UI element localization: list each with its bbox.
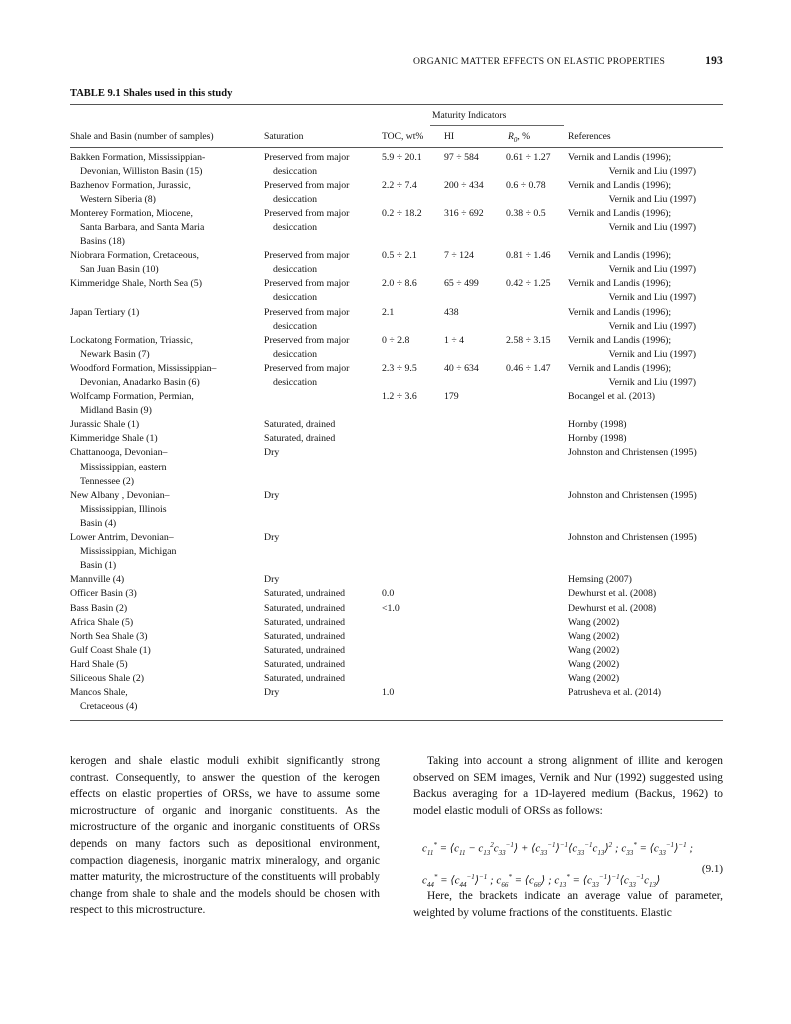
cell-saturation-line: desiccation [273, 221, 318, 233]
cell-shale [68, 644, 262, 658]
cell-ro [504, 686, 566, 714]
cell-toc: 2.2 ÷ 7.4 [382, 179, 417, 191]
cell-references [566, 644, 725, 658]
cell-saturation-line: desiccation [273, 193, 318, 205]
cell-ro [504, 616, 566, 630]
cell-ro: 2.58 ÷ 3.15 [506, 334, 551, 346]
cell-saturation [262, 658, 380, 672]
cell-toc [380, 446, 442, 488]
cell-shale-line: Jurassic Shale (1) [70, 419, 140, 431]
table-row [68, 207, 725, 249]
cell-hi [442, 644, 504, 658]
cell-toc: 5.9 ÷ 20.1 [382, 151, 422, 163]
cell-references [566, 587, 725, 601]
cell-saturation-line: desiccation [273, 320, 318, 332]
cell-references-line: Vernik and Liu (1997) [608, 165, 696, 177]
cell-shale [68, 602, 262, 616]
cell-shale [68, 531, 262, 573]
cell-shale-line: Japan Tertiary (1) [70, 306, 140, 318]
table-row [68, 179, 725, 207]
cell-toc: <1.0 [382, 602, 400, 614]
cell-references [566, 446, 725, 488]
cell-references-line: Dewhurst et al. (2008) [568, 588, 657, 600]
cell-shale-line: Kimmeridge Shale, North Sea (5) [70, 278, 202, 290]
cell-saturation [262, 306, 380, 334]
cell-saturation [262, 390, 380, 418]
cell-references-line: Vernik and Landis (1996); [568, 207, 672, 219]
table-row [68, 672, 725, 686]
equation-line-1: $c_{11}^*$ = $⟨c_{11}$ − $c_{13}^2c_{33}^{-1}⟩$ + $⟨c_{33}^{-1}⟩^{-1}⟨c_{33}^{-1}c_{13}⟩^2$ ; $c_{33}^*$ = $⟨c_{33}^{-1}⟩^{-1}$ ; [422, 841, 694, 857]
cell-references-line: Vernik and Liu (1997) [608, 221, 696, 233]
cell-shale [68, 418, 262, 432]
table-row [68, 630, 725, 644]
cell-shale [68, 630, 262, 644]
cell-saturation-line: desiccation [273, 165, 318, 177]
cell-ro: 0.6 ÷ 0.78 [506, 179, 546, 191]
cell-hi [442, 658, 504, 672]
cell-saturation-line: Saturated, undrained [264, 588, 346, 600]
cell-references-line: Wang (2002) [568, 644, 620, 656]
cell-toc [380, 644, 442, 658]
cell-ro [504, 306, 566, 334]
cell-shale [68, 573, 262, 587]
cell-shale-line: San Juan Basin (10) [80, 264, 159, 276]
cell-hi [442, 418, 504, 432]
body-left-column [70, 753, 380, 919]
cell-saturation-line: Dry [264, 489, 280, 501]
cell-shale-line: Cretaceous (4) [80, 701, 138, 713]
cell-saturation [262, 446, 380, 488]
body-right-column [413, 753, 723, 819]
cell-hi [442, 489, 504, 531]
cell-references-line: Vernik and Landis (1996); [568, 306, 672, 318]
cell-ro [504, 672, 566, 686]
cell-shale [68, 489, 262, 531]
cell-saturation [262, 362, 380, 390]
cell-saturation [262, 179, 380, 207]
cell-toc [380, 573, 442, 587]
cell-toc: 2.1 [382, 306, 395, 318]
cell-ro [504, 489, 566, 531]
table-row [68, 277, 725, 305]
cell-saturation [262, 686, 380, 714]
cell-saturation-line: Saturated, drained [264, 433, 336, 445]
cell-shale-line: Tennessee (2) [80, 475, 134, 487]
table-body [68, 151, 725, 715]
cell-references-line: Vernik and Liu (1997) [608, 348, 696, 360]
cell-ro: 0.42 ÷ 1.25 [506, 278, 551, 290]
cell-references-line: Vernik and Landis (1996); [568, 362, 672, 374]
cell-references-line: Vernik and Liu (1997) [608, 193, 696, 205]
cell-references [566, 362, 725, 390]
cell-references [566, 151, 725, 179]
cell-saturation-line: desiccation [273, 348, 318, 360]
col-ro: $R_0$, % [508, 131, 531, 144]
table-row [68, 306, 725, 334]
cell-shale-line: Mississippian, eastern [80, 461, 167, 473]
cell-saturation [262, 672, 380, 686]
cell-shale-line: Santa Barbara, and Santa Maria [80, 221, 205, 233]
cell-hi: 1 ÷ 4 [444, 334, 465, 346]
cell-shale [68, 658, 262, 672]
cell-saturation-line: Preserved from major [264, 207, 350, 219]
cell-shale-line: Newark Basin (7) [80, 348, 150, 360]
cell-shale-line: Siliceous Shale (2) [70, 672, 145, 684]
cell-hi: 316 ÷ 692 [444, 207, 484, 219]
cell-references-line: Vernik and Liu (1997) [608, 292, 696, 304]
cell-ro: 0.81 ÷ 1.46 [506, 250, 551, 262]
cell-shale [68, 616, 262, 630]
cell-saturation-line: desiccation [273, 264, 318, 276]
cell-shale-line: Hard Shale (5) [70, 658, 128, 670]
cell-references [566, 602, 725, 616]
cell-saturation [262, 630, 380, 644]
cell-references [566, 672, 725, 686]
cell-references-line: Vernik and Liu (1997) [608, 264, 696, 276]
cell-saturation-line: desiccation [273, 292, 318, 304]
table-row [68, 249, 725, 277]
cell-references-line: Vernik and Liu (1997) [608, 377, 696, 388]
cell-toc [380, 658, 442, 672]
table-row [68, 531, 725, 573]
table-row [68, 686, 725, 714]
cell-saturation-line: Dry [264, 447, 280, 459]
cell-shale-line: Basin (1) [80, 560, 117, 572]
cell-references [566, 277, 725, 305]
cell-shale-line: Devonian, Williston Basin (15) [80, 165, 203, 177]
table-bottom-rule [70, 720, 723, 721]
cell-shale-line: Lower Antrim, Devonian– [70, 532, 174, 544]
cell-saturation-line: Dry [264, 574, 280, 586]
table-row [68, 151, 725, 179]
cell-references-line: Wang (2002) [568, 616, 620, 628]
cell-saturation [262, 573, 380, 587]
cell-ro [504, 630, 566, 644]
table-top-rule [70, 104, 723, 105]
cell-toc [380, 630, 442, 644]
cell-shale [68, 686, 262, 714]
cell-ro [504, 432, 566, 446]
cell-toc: 0 ÷ 2.8 [382, 334, 410, 346]
cell-hi [442, 672, 504, 686]
cell-references [566, 616, 725, 630]
cell-references-line: Vernik and Landis (1996); [568, 334, 672, 346]
cell-ro: 0.46 ÷ 1.47 [506, 362, 551, 374]
table-row [68, 418, 725, 432]
cell-ro [504, 573, 566, 587]
cell-shale-line: Bass Basin (2) [70, 602, 128, 614]
cell-shale-line: Gulf Coast Shale (1) [70, 644, 151, 656]
cell-shale [68, 249, 262, 277]
cell-shale-line: Midland Basin (9) [80, 405, 152, 417]
cell-shale [68, 207, 262, 249]
cell-shale [68, 446, 262, 488]
cell-hi [442, 616, 504, 630]
cell-references-line: Dewhurst et al. (2008) [568, 602, 657, 614]
cell-shale-line: Monterey Formation, Miocene, [70, 207, 193, 219]
cell-references [566, 306, 725, 334]
page-number: 193 [705, 55, 723, 67]
cell-references-line: Johnston and Christensen (1995) [568, 447, 697, 459]
cell-references [566, 207, 725, 249]
col-references: References [568, 131, 611, 142]
cell-hi: 40 ÷ 634 [444, 362, 479, 374]
cell-shale [68, 672, 262, 686]
cell-toc [380, 418, 442, 432]
cell-shale-line: Officer Basin (3) [70, 588, 137, 600]
cell-ro: 0.61 ÷ 1.27 [506, 151, 551, 163]
cell-shale-line: Basins (18) [80, 236, 125, 248]
cell-toc: 1.0 [382, 687, 395, 699]
cell-shale [68, 306, 262, 334]
cell-hi: 7 ÷ 124 [444, 250, 474, 262]
body-right-paragraph: Taking into account a strong alignment of illite and kerogen observed on SEM images, Vernik and Nur (1992) suggested using Backus averaging for a 1D-layered medium (Backus, 1962) to model elastic moduli of ORSs as follows: [413, 755, 723, 817]
cell-hi [442, 432, 504, 446]
cell-ro [504, 644, 566, 658]
table-row [68, 446, 725, 488]
cell-hi [442, 587, 504, 601]
cell-saturation [262, 616, 380, 630]
cell-saturation-line: Preserved from major [264, 362, 350, 374]
cell-references-line: Vernik and Landis (1996); [568, 250, 672, 262]
cell-toc [380, 531, 442, 573]
cell-saturation-line: Preserved from major [264, 179, 350, 191]
cell-references-line: Vernik and Liu (1997) [608, 320, 696, 332]
cell-hi: 65 ÷ 499 [444, 278, 479, 290]
cell-ro [504, 587, 566, 601]
cell-shale [68, 432, 262, 446]
cell-saturation-line: Preserved from major [264, 278, 350, 290]
col-hi: HI [444, 131, 455, 142]
cell-hi: 438 [444, 306, 459, 318]
cell-saturation-line: Saturated, undrained [264, 602, 346, 614]
cell-shale [68, 179, 262, 207]
cell-saturation [262, 334, 380, 362]
table-row [68, 616, 725, 630]
running-title: ORGANIC MATTER EFFECTS ON ELASTIC PROPERTIES [413, 56, 666, 67]
cell-saturation-line: Preserved from major [264, 306, 350, 318]
cell-shale-line: North Sea Shale (3) [70, 630, 148, 642]
cell-shale-line: Lockatong Formation, Triassic, [70, 334, 194, 346]
cell-shale-line: Mississippian, Michigan [80, 546, 177, 558]
cell-saturation-line: Saturated, undrained [264, 630, 346, 642]
cell-references [566, 531, 725, 573]
body-after-equation: Here, the brackets indicate an average value of parameter, weighted by volume fractions of the constituents. Elastic [413, 890, 723, 919]
cell-shale-line: Wolfcamp Formation, Permian, [70, 391, 194, 403]
cell-shale-line: Niobrara Formation, Cretaceous, [70, 250, 199, 262]
cell-hi [442, 602, 504, 616]
cell-shale [68, 151, 262, 179]
body-left-paragraph: kerogen and shale elastic moduli exhibit significantly strong contrast. Consequently, to answer the question of the kerogen effects on elastic properties of ORSs, we have to assume some microstructure of organic and inorganic constituents. As the microstructure of the organic and inorganic constituents of ORSs depends on many factors such as depositional environment, compaction diagenesis, inorganic matrix mineralogy, and organic matter maturity, the microstructure of the constituents will probably change from shale to shale and the models should be chosen with respect to this microstructure. [70, 755, 380, 917]
cell-shale-line: Chattanooga, Devonian– [70, 447, 168, 459]
cell-saturation [262, 418, 380, 432]
table-row [68, 658, 725, 672]
equation-line-2: $c_{44}^*$ = $⟨c_{44}^{-1}⟩^{-1}$ ; $c_{66}^*$ = $⟨c_{66}⟩$ ; $c_{13}^*$ = $⟨c_{33}^{-1}⟩^{-1}⟨c_{33}^{-1}c_{13}⟩$ [422, 872, 661, 889]
cell-shale [68, 362, 262, 390]
body-right-continuation [413, 888, 723, 921]
cell-references [566, 630, 725, 644]
cell-references [566, 179, 725, 207]
cell-references-line: Johnston and Christensen (1995) [568, 489, 697, 501]
cell-ro [504, 418, 566, 432]
cell-toc [380, 616, 442, 630]
cell-toc: 0.2 ÷ 18.2 [382, 207, 422, 219]
cell-references [566, 658, 725, 672]
cell-toc [380, 432, 442, 446]
cell-toc [380, 489, 442, 531]
cell-shale-line: Mannville (4) [70, 574, 125, 586]
cell-references-line: Vernik and Landis (1996); [568, 179, 672, 191]
cell-references [566, 334, 725, 362]
maturity-group-header: Maturity Indicators [432, 110, 507, 121]
cell-hi [442, 573, 504, 587]
cell-saturation [262, 151, 380, 179]
cell-shale [68, 587, 262, 601]
cell-saturation-line: Saturated, drained [264, 419, 336, 431]
cell-hi [442, 531, 504, 573]
cell-hi: 200 ÷ 434 [444, 179, 484, 191]
table-row [68, 644, 725, 658]
cell-toc: 0.5 ÷ 2.1 [382, 250, 417, 262]
cell-shale-line: Bazhenov Formation, Jurassic, [70, 179, 191, 191]
col-saturation: Saturation [264, 131, 304, 142]
cell-references-line: Johnston and Christensen (1995) [568, 532, 697, 544]
cell-hi [442, 446, 504, 488]
table-caption: TABLE 9.1 Shales used in this study [70, 88, 233, 99]
cell-references-line: Vernik and Landis (1996); [568, 151, 672, 163]
table-row [68, 573, 725, 587]
cell-references [566, 432, 725, 446]
cell-saturation-line: Saturated, undrained [264, 658, 346, 670]
cell-ro [504, 602, 566, 616]
cell-references-line: Wang (2002) [568, 630, 620, 642]
cell-toc: 1.2 ÷ 3.6 [382, 391, 417, 403]
cell-shale-line: Mancos Shale, [70, 687, 128, 699]
cell-ro [504, 446, 566, 488]
cell-references-line: Vernik and Landis (1996); [568, 278, 672, 290]
cell-toc: 2.3 ÷ 9.5 [382, 362, 417, 374]
cell-references [566, 489, 725, 531]
cell-references-line: Hornby (1998) [568, 419, 627, 431]
cell-saturation-line: Saturated, undrained [264, 616, 346, 628]
cell-references-line: Patrusheva et al. (2014) [568, 687, 662, 699]
maturity-rule [430, 125, 564, 126]
cell-ro [504, 658, 566, 672]
equation-number: (9.1) [701, 863, 723, 875]
cell-saturation [262, 587, 380, 601]
cell-shale [68, 277, 262, 305]
cell-hi: 97 ÷ 584 [444, 151, 479, 163]
cell-saturation [262, 602, 380, 616]
cell-saturation [262, 249, 380, 277]
table-row [68, 334, 725, 362]
cell-toc [380, 672, 442, 686]
cell-shale-line: Bakken Formation, Mississippian- [70, 151, 206, 163]
cell-references-line: Wang (2002) [568, 658, 620, 670]
cell-hi [442, 686, 504, 714]
cell-references [566, 418, 725, 432]
cell-shale [68, 334, 262, 362]
table-row [68, 390, 725, 418]
cell-references [566, 390, 725, 418]
cell-saturation [262, 277, 380, 305]
cell-hi: 179 [444, 391, 459, 403]
cell-references-line: Hornby (1998) [568, 433, 627, 445]
table-header-rule [70, 147, 723, 148]
cell-ro [504, 390, 566, 418]
cell-saturation [262, 432, 380, 446]
cell-references-line: Hemsing (2007) [568, 574, 632, 586]
cell-saturation [262, 531, 380, 573]
cell-saturation-line: Preserved from major [264, 250, 350, 262]
cell-saturation-line: Dry [264, 687, 280, 699]
cell-shale-line: Devonian, Anadarko Basin (6) [80, 377, 200, 388]
table-row [68, 432, 725, 446]
cell-shale-line: Kimmeridge Shale (1) [70, 433, 158, 445]
cell-saturation-line: Preserved from major [264, 334, 350, 346]
table-row [68, 587, 725, 601]
cell-shale-line: Woodford Formation, Mississippian– [70, 362, 217, 374]
cell-shale-line: Basin (4) [80, 517, 117, 529]
cell-ro [504, 531, 566, 573]
cell-references [566, 686, 725, 714]
shales-table [68, 151, 725, 715]
cell-references [566, 573, 725, 587]
cell-saturation-line: Dry [264, 532, 280, 544]
col-shale: Shale and Basin (number of samples) [70, 131, 214, 142]
cell-saturation [262, 644, 380, 658]
cell-shale-line: New Albany , Devonian– [70, 489, 170, 501]
cell-saturation-line: desiccation [273, 377, 318, 388]
cell-references-line: Wang (2002) [568, 672, 620, 684]
cell-saturation-line: Saturated, undrained [264, 644, 346, 656]
cell-saturation [262, 207, 380, 249]
cell-saturation-line: Preserved from major [264, 151, 350, 163]
cell-ro: 0.38 ÷ 0.5 [506, 207, 546, 219]
cell-shale-line: Africa Shale (5) [70, 616, 134, 628]
table-row [68, 489, 725, 531]
cell-shale [68, 390, 262, 418]
cell-hi [442, 630, 504, 644]
cell-toc: 2.0 ÷ 8.6 [382, 278, 417, 290]
cell-saturation-line: Saturated, undrained [264, 672, 346, 684]
cell-references-line: Bocangel et al. (2013) [568, 391, 656, 403]
table-row [68, 602, 725, 616]
col-toc: TOC, wt% [382, 131, 424, 142]
cell-toc: 0.0 [382, 588, 395, 600]
cell-references [566, 249, 725, 277]
cell-shale-line: Mississippian, Illinois [80, 503, 167, 515]
cell-shale-line: Western Siberia (8) [80, 193, 156, 205]
table-row [68, 362, 725, 390]
cell-saturation [262, 489, 380, 531]
